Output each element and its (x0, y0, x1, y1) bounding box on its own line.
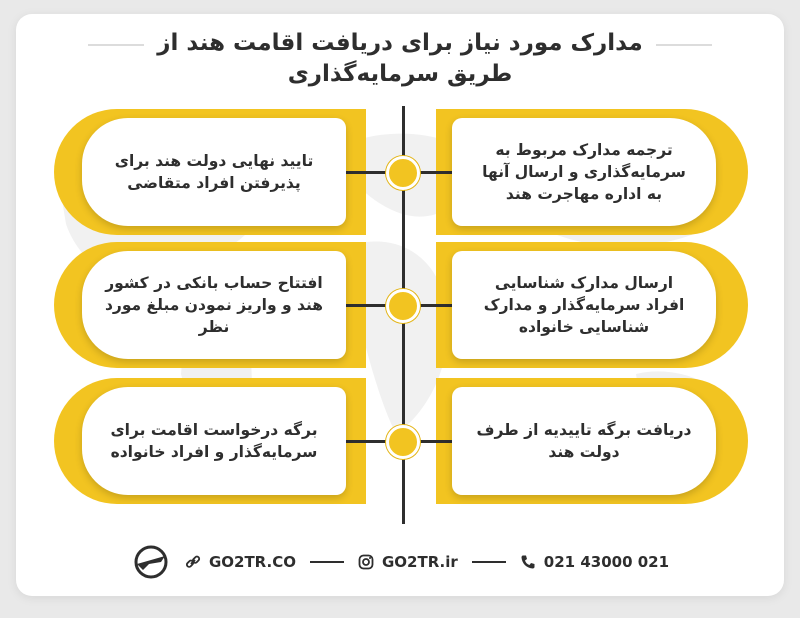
step-box-right-2: ارسال مدارک شناسایی افراد سرمایه‌گذار و مدارک شناسایی خانواده (452, 251, 716, 359)
timeline-dot-3 (386, 425, 420, 459)
step-box-left-1: تایید نهایی دولت هند برای پذیرفتن افراد متقاضی (82, 118, 346, 226)
step-box-right-3: دریافت برگه تاییدیه از طرف دولت هند (452, 387, 716, 495)
footer-separator-1 (310, 561, 344, 563)
website-text: GO2TR.CO (208, 553, 296, 571)
footer-instagram[interactable] (358, 553, 458, 571)
footer-contact-bar (16, 544, 784, 580)
title-line-2: طریق سرمایه‌گذاری (287, 61, 513, 87)
phone-icon (520, 554, 536, 570)
footer-phone[interactable] (520, 553, 669, 571)
phone-text: 021 43000 021 (543, 553, 670, 571)
airplane-logo (131, 542, 171, 582)
step-box-left-3: برگه درخواست اقامت برای سرمایه‌گذار و افراد خانواده (82, 387, 346, 495)
infographic-card (16, 14, 784, 596)
footer-separator-2 (472, 561, 506, 563)
instagram-text: GO2TR.ir (381, 553, 458, 571)
instagram-icon (358, 554, 374, 570)
timeline-dot-1 (386, 156, 420, 190)
timeline-dot-2 (386, 289, 420, 323)
step-box-left-2: افتتاح حساب بانکی در کشور هند و واریز نمودن مبلغ مورد نظر (82, 251, 346, 359)
page-title (16, 28, 784, 90)
step-box-right-1: ترجمه مدارک مربوط به سرمایه‌گذاری و ارسال آنها به اداره مهاجرت هند (452, 118, 716, 226)
title-line-1: مدارک مورد نیاز برای دریافت اقامت هند از (157, 30, 643, 56)
link-icon (185, 554, 201, 570)
footer-website[interactable] (185, 553, 296, 571)
